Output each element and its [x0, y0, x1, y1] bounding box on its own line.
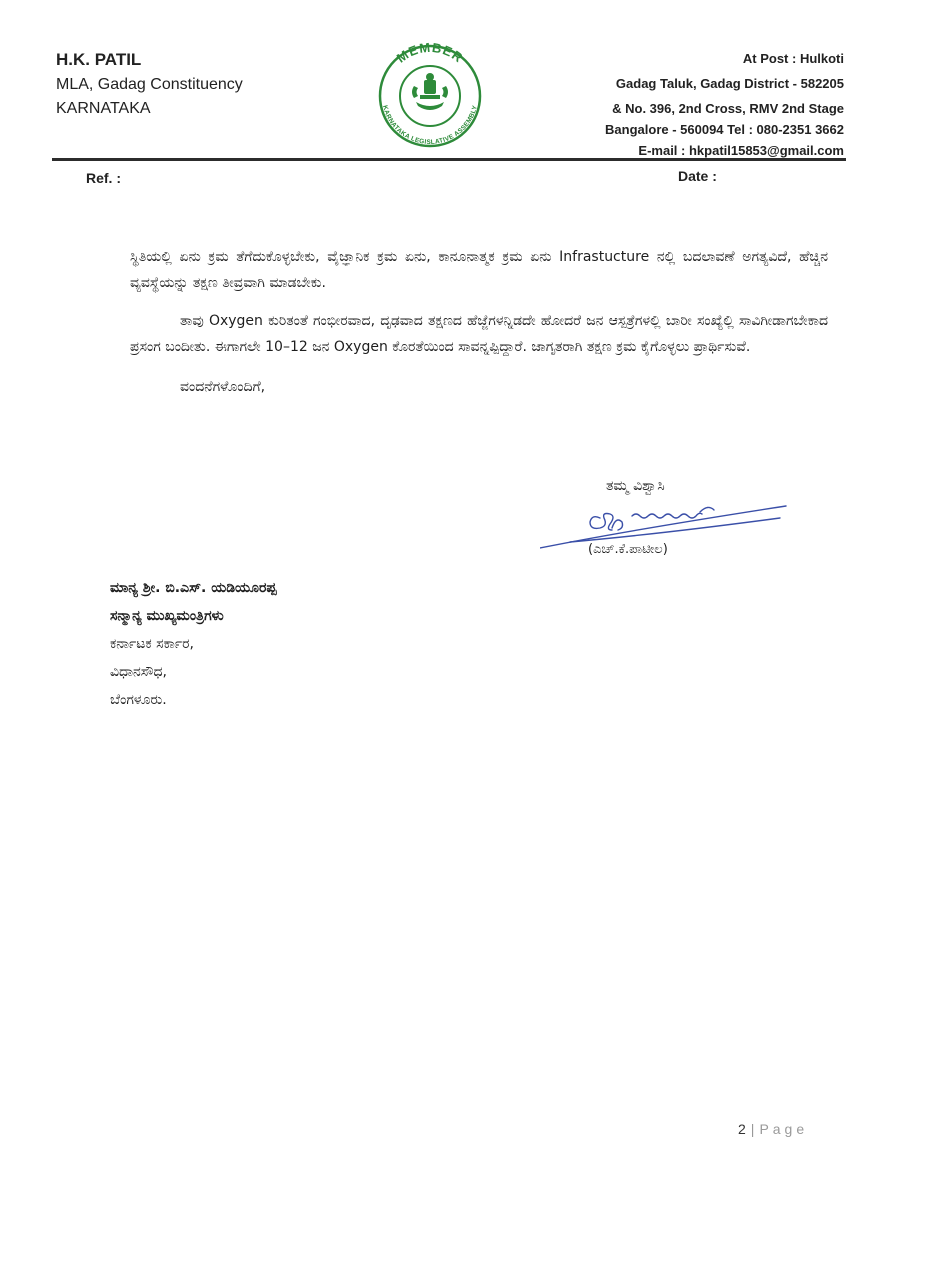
body-paragraph: ಸ್ಥಿತಿಯಲ್ಲಿ ಏನು ಕ್ರಮ ತೆಗೆದುಕೊಳ್ಳಬೇಕು, ವೈಜ್ಞಾನಿಕ ಕ್ರಮ ಏನು, ಕಾನೂನಾತ್ಮಕ ಕ್ರಮ ಏನು Infrastucture ನಲ್ಲಿ ಬದಲಾವಣೆ ಅಗತ್ಯವಿದೆ, ಹೆಚ್ಚಿನ ವ್ಯವಸ್ಥೆಯನ್ನು ತಕ್ಷಣ ತೀವ್ರವಾಗಿ ಮಾಡಬೇಕು.	[130, 249, 828, 291]
body-paragraph: ತಾವು Oxygen ಕುರಿತಂತೆ ಗಂಭೀರವಾದ, ದೃಢವಾದ ತಕ್ಷಣದ ಹೆಜ್ಜೆಗಳನ್ನಿಡದೇ ಹೋದರೆ ಜನ ಆಸ್ಪತ್ರೆಗಳಲ್ಲಿ ಬಾರೀ ಸಂಖ್ಯೆಲ್ಲಿ ಸಾವಿಗೀಡಾಗಬೇಕಾದ ಪ್ರಸಂಗ ಬಂದೀತು. ಈಗಾಗಲೇ 10–12 ಜನ Oxygen ಕೊರತೆಯಿಂದ ಸಾವನ್ನಪ್ಪಿದ್ದಾರೆ. ಜಾಗೃತರಾಗಿ ತಕ್ಷಣ ಕ್ರಮ ಕೈಗೊಳ್ಳಲು ಪ್ರಾರ್ಥಿಸುವೆ.	[130, 313, 828, 355]
date-label: Date :	[678, 168, 717, 184]
addressee-line: ವಿಧಾನಸೌಧ,	[110, 664, 167, 680]
closing-phrase: ತಮ್ಮ ವಿಶ್ವಾಸಿ	[606, 478, 665, 494]
page-number	[738, 1121, 808, 1137]
ref-label: Ref. :	[86, 170, 121, 186]
addressee-line: ಕರ್ನಾಟಕ ಸರ್ಕಾರ,	[110, 636, 194, 652]
seal-top-text: MEMBER	[393, 40, 467, 66]
greeting: ವಂದನೆಗಳೊಂದಿಗೆ,	[180, 379, 266, 395]
svg-text:MEMBER	[394, 40, 466, 66]
header-divider	[52, 158, 846, 161]
addressee-block	[110, 574, 276, 714]
signature-block	[540, 478, 800, 574]
seal-ring-text: KARNATAKA LEGISLATIVE ASSEMBLY	[381, 104, 479, 147]
address-block	[605, 48, 844, 161]
letter-body	[130, 244, 828, 400]
page-number-value: 2	[738, 1121, 747, 1137]
assembly-seal-icon	[370, 40, 490, 148]
addressee-line: ಬೆಂಗಳೂರು.	[110, 692, 167, 708]
address-line: & No. 396, 2nd Cross, RMV 2nd Stage	[612, 101, 844, 116]
address-line: At Post : Hulkoti	[742, 51, 844, 66]
address-line: Gadag Taluk, Gadag District - 582205	[615, 76, 844, 91]
signatory-name: (ಎಚ್.ಕೆ.ಪಾಟೀಲ)	[588, 542, 668, 557]
sender-block	[56, 50, 243, 124]
sender-state: KARNATAKA	[56, 100, 151, 117]
sender-name: H.K. PATIL	[56, 50, 142, 69]
sender-designation: MLA, Gadag Constituency	[56, 76, 243, 93]
address-line: Bangalore - 560094 Tel : 080-2351 3662	[605, 122, 844, 137]
addressee-line: ಮಾನ್ಯ ಶ್ರೀ. ಬಿ.ಎಸ್. ಯಡಿಯೂರಪ್ಪ	[110, 580, 277, 596]
page-separator: |	[750, 1121, 756, 1137]
page-word: Page	[759, 1121, 809, 1137]
email-line: E-mail : hkpatil15853@gmail.com	[638, 143, 844, 158]
addressee-line: ಸನ್ಮಾನ್ಯ ಮುಖ್ಯಮಂತ್ರಿಗಳು	[110, 608, 224, 624]
